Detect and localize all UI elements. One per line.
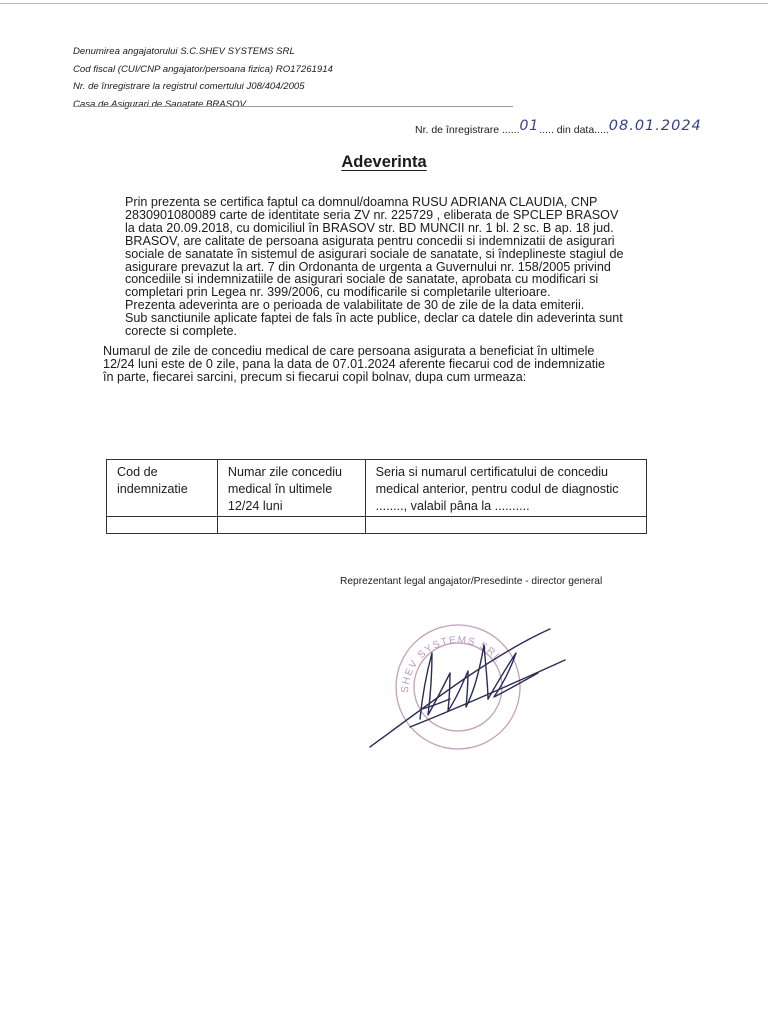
document-title-wrapper [0, 153, 768, 172]
table-cell [365, 517, 646, 534]
paragraph-line: corecte si complete. [125, 324, 237, 339]
table-cell [107, 517, 218, 534]
paragraph-line: concediile si indemnizatiile de asigurari sociale de sanatate, aprobata cu modificari si [125, 272, 599, 287]
table-row [107, 517, 647, 534]
registration-date: 08.01.2024 [608, 118, 702, 134]
registration-number-label: Nr. de înregistrare ...... [415, 124, 520, 136]
scan-edge-line [0, 3, 768, 4]
stamp-and-signature [360, 615, 580, 755]
header-indemnity-code: Cod de indemnizatie [107, 460, 218, 517]
paragraph-line: 12/24 luni este de 0 zile, pana la data de 07.01.2024 aferente fiecarui cod de indemnizatie [103, 356, 606, 371]
header-divider [73, 106, 513, 107]
paragraph-line: sociale de sanatate în sistemul de asigurari sociale de sanatate, si îndeplineste stagiul de [125, 246, 624, 261]
table-header-row [107, 460, 647, 517]
paragraph-line: Prezenta adeverinta are o perioada de valabilitate de 30 de zile de la data emiterii. [125, 298, 585, 313]
paragraph-line: asigurare prevazut la art. 7 din Ordonanta de urgenta a Guvernului nr. 158/2005 privind [125, 259, 611, 274]
paragraph-line: Numarul de zile de concediu medical de care persoana asigurata a beneficiat în ultimele [103, 344, 595, 358]
paragraph-line: completari prin Legea nr. 399/2006, cu modificarile si completarile ulterioare. [125, 285, 551, 300]
paragraph-line: Prin prezenta se certifica faptul ca domnul/doamna RUSU ADRIANA CLAUDIA, CNP [125, 195, 598, 209]
registration-line [415, 118, 702, 137]
employer-name: Denumirea angajatorului S.C.SHEV SYSTEMS SRL [73, 46, 295, 57]
health-fund: Casa de Asigurari de Sanatate BRASOV [73, 98, 246, 110]
paragraph-line: 2830901080089 carte de identitate seria ZV nr. 225729 , eliberata de SPCLEP BRASOV [125, 207, 619, 222]
registration-date-label: ..... din data..... [539, 124, 609, 136]
paragraph-line: la data 20.09.2018, cu domiciliul în BRASOV str. BD MUNCII nr. 1 bl. 2 sc. B ap. 18 jud. [125, 220, 614, 235]
certification-paragraph [103, 196, 658, 338]
document-title: Adeverinta [341, 153, 427, 171]
paragraph-line: BRASOV, are calitate de persoana asigurata pentru concedii si indemnizatii de asigurari [125, 233, 615, 248]
header-previous-certificate: Seria si numarul certificatului de concediu medical anterior, pentru codul de diagnostic ........, valabil pâna la .......... [365, 460, 646, 517]
employer-header [73, 43, 333, 113]
paragraph-line: în parte, fiecarei sarcini, precum si fiecarui copil bolnav, dupa cum urmeaza: [103, 369, 527, 384]
signature-label: Reprezentant legal angajator/Presedinte - director general [340, 576, 603, 587]
stamp-text: SHEV SYSTEMS SRL [399, 634, 504, 694]
fiscal-code: Cod fiscal (CUI/CNP angajator/persoana fizica) RO17261914 [73, 63, 333, 75]
table-cell [217, 517, 365, 534]
certificate-table [106, 459, 647, 534]
registration-number: 01 [519, 118, 540, 134]
medical-leave-paragraph [103, 345, 658, 384]
paragraph-line: Sub sanctiunile aplicate faptei de fals în acte publice, declar ca datele din adeverinta sunt [125, 311, 623, 326]
header-leave-days: Numar zile concediu medical în ultimele 12/24 luni [217, 460, 365, 517]
trade-register: Nr. de înregistrare la registrul comertului J08/404/2005 [73, 81, 305, 92]
